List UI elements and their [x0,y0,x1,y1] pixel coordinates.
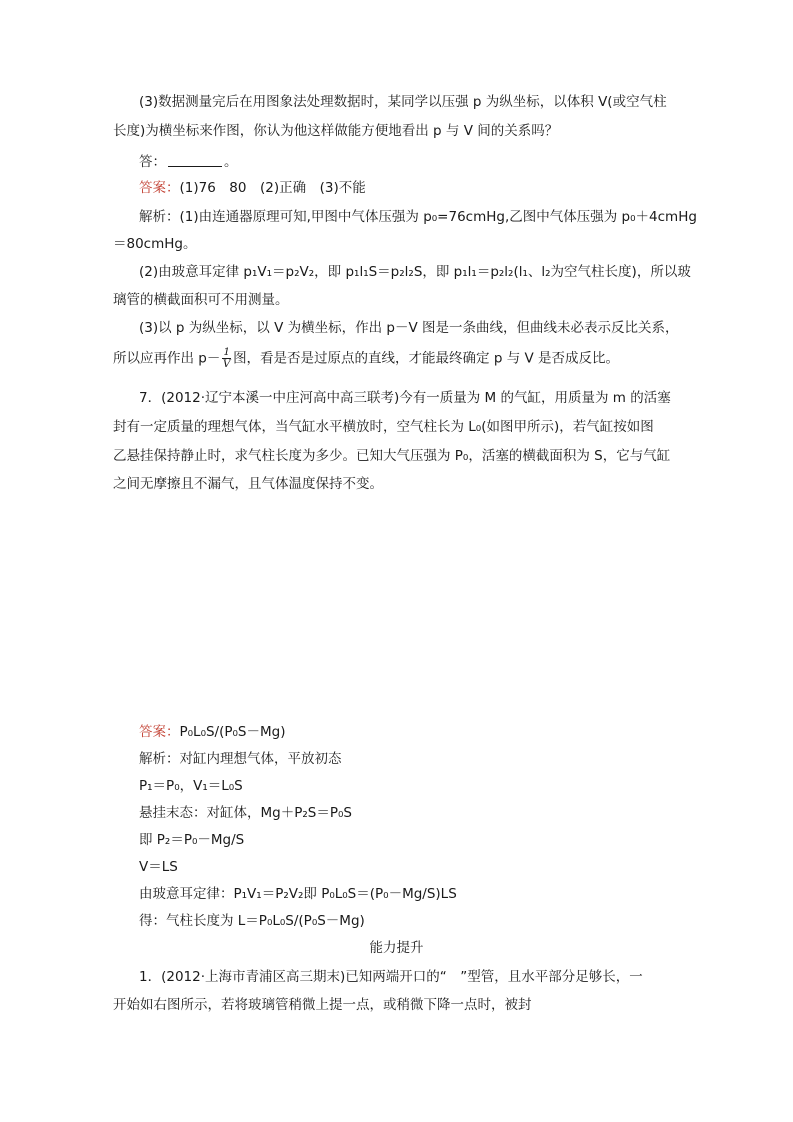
fraction-numerator: 1 [223,346,231,358]
q6-analysis-line-4: 璃管的横截面积可不用测量。 [113,292,289,308]
q7-analysis-line-6: 由玻意耳定律：P₁V₁＝P₂V₂即 P₀L₀S＝(P₀－Mg/S)LS [139,886,457,902]
answer-text: P₀L₀S/(P₀S－Mg) [179,724,286,740]
line6-post: 图，看是否是过原点的直线，才能最终确定 p 与 V 是否成反比。 [233,350,620,367]
q6-analysis-line-6 [113,347,619,370]
q7-analysis-line-2: P₁＝P₀，V₁＝L₀S [139,778,243,794]
q7-analysis-line-5: V＝LS [139,859,178,875]
q7-analysis-line-1: 解析：对缸内理想气体，平放初态 [139,751,342,767]
answer-suffix: 。 [224,154,238,170]
q6-analysis-line-3: (2)由玻意耳定律 p₁V₁＝p₂V₂，即 p₁l₁S＝p₂l₂S，即 p₁l₁＝p₂l₂(l₁、l₂为空气柱长度)，所以玻 [139,264,691,280]
answer-label: 答案： [139,724,180,740]
fraction-one-over-v [222,347,231,370]
answer-text: (1)76 80 (2)正确 (3)不能 [179,180,366,196]
q7-analysis-line-7: 得：气柱长度为 L＝P₀L₀S/(P₀S－Mg) [139,913,365,929]
q7-analysis-line-4: 即 P₂＝P₀－Mg/S [139,832,245,848]
q1-line-2: 开始如右图所示，若将玻璃管稍微上提一点，或稍微下降一点时，被封 [113,997,532,1013]
section-title: 能力提升 [369,940,424,956]
q6-analysis-line-5: (3)以 p 为纵坐标，以 V 为横坐标，作出 p－V 图是一条曲线，但曲线未必表示反比关系， [139,320,679,336]
q6-analysis-line-2: ＝80cmHg。 [113,236,197,252]
q6-answer [139,182,366,196]
q7-analysis-line-3: 悬挂末态：对缸体，Mg＋P₂S＝P₀S [139,805,352,821]
q6-analysis-line-1: 解析：(1)由连通器原理可知,甲图中气体压强为 p₀=76cmHg,乙图中气体压强为 p₀＋4cmHg [139,209,697,225]
line6-pre: 所以应再作出 p－ [113,350,221,367]
q7-line-3: 乙悬挂保持静止时，求气柱长度为多少。已知大气压强为 P₀，活塞的横截面积为 S，它与气缸 [113,448,671,464]
q1-line-1: 1．(2012·上海市青浦区高三期末)已知两端开口的“ ”型管，且水平部分足够长，一 [139,969,643,985]
answer-label: 答案： [139,180,180,196]
fraction-denominator: V [222,358,231,371]
q3-answer-line [139,154,238,170]
q7-line-4: 之间无摩擦且不漏气，且气体温度保持不变。 [113,476,383,492]
answer-prefix: 答： [139,154,166,170]
q7-answer [139,726,285,740]
q3-line-2: 长度)为横坐标来作图，你认为他这样做能方便地看出 p 与 V 间的关系吗？ [113,123,559,139]
q7-line-2: 封有一定质量的理想气体，当气缸水平横放时，空气柱长为 L₀(如图甲所示)，若气缸按如图 [113,419,654,435]
q7-line-1: 7．(2012·辽宁本溪一中庄河高中高三联考)今有一质量为 M 的气缸，用质量为 m 的活塞 [139,390,671,406]
q3-line-1: (3)数据测量完后在用图象法处理数据时，某同学以压强 p 为纵坐标，以体积 V(或空气柱 [139,94,667,110]
answer-blank [168,154,222,167]
